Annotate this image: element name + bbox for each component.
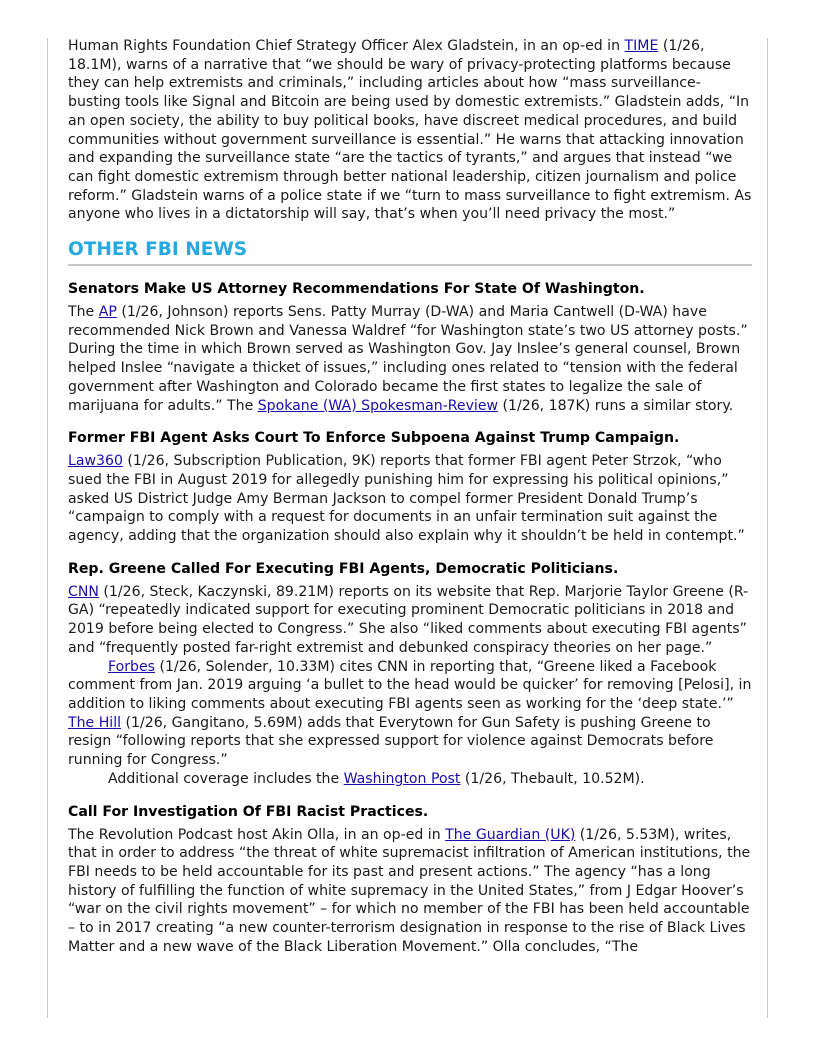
article-headline-1: Senators Make US Attorney Recommendations For State Of Washington. <box>68 281 645 298</box>
article-1-paragraph: The AP (1/26, Johnson) reports Sens. Patty Murray (D-WA) and Maria Cantwell (D-WA) have recommended Nick Brown and Vanessa Waldref “for Washington state’s two US attorney posts.” During the time in which Brown served as Washington Gov. Jay Inslee’s general counsel, Brown helped Inslee “navigate a thicket of issues,” including ones related to “tension with the federal government after Washington and Colorado became the first states to legalize the sale of marijuana for adults.” The Spokane (WA) Spokesman-Review (1/26, 187K) runs a similar story. <box>68 304 748 414</box>
right-margin-rule <box>767 38 768 1018</box>
article-headline-3: Rep. Greene Called For Executing FBI Agents, Democratic Politicians. <box>68 560 619 577</box>
guardian-link[interactable]: The Guardian (UK) <box>445 826 576 843</box>
article-headline-4: Call For Investigation Of FBI Racist Practices. <box>68 803 429 820</box>
article-3-paragraph-3: Additional coverage includes the Washington Post (1/26, Thebault, 10.52M). <box>108 770 645 787</box>
intro-paragraph: Human Rights Foundation Chief Strategy Officer Alex Gladstein, in an op-ed in TIME (1/26, 18.1M), warns of a narrative that “we should be wary of privacy-protecting platforms because they can help extremists and criminals,” including articles about how “mass surveillance-busting tools like Signal and Bitcoin are being used by domestic extremists.” Gladstein adds, “In an open society, the ability to buy political books, have discreet medical procedures, and build communities without government surveillance is essential.” He warns that attacking innovation and expanding the surveillance state “are the tactics of tyrants,” and argues that instead “we can fight domestic extremism through better national leadership, citizen journalism and police reform.” Gladstein warns of a police state if we “turn to mass surveillance to fight extremism. As anyone who lives in a dictatorship will say, that’s when you’ll need privacy the most.” <box>68 38 752 223</box>
article-4-paragraph: The Revolution Podcast host Akin Olla, in an op-ed in The Guardian (UK) (1/26, 5.53M), writes, that in order to address “the threat of white supremacist infiltration of American institutions, the FBI needs to be held accountable for its past and present actions.” The agency “has a long history of fulfilling the function of white supremacy in the United States,” from J Edgar Hoover’s “war on the civil rights movement” – for which no member of the FBI has been held accountable – to in 2017 creating “a new counter-terrorism designation in response to the rise of Black Lives Matter and a new wave of the Black Liberation Movement.” Olla concludes, “The <box>68 826 751 955</box>
law360-link[interactable]: Law360 <box>68 453 123 470</box>
article-2-paragraph: Law360 (1/26, Subscription Publication, 9K) reports that former FBI agent Peter Strzok, “who sued the FBI in August 2019 for allegedly punishing him for expressing his political opinions,” asked US District Judge Amy Berman Jackson to compel former President Donald Trump’s “campaign to comply with a request for documents in an unfair termination suit against the agency, adding that the organization should also explain why it shouldn’t be held in contempt.” <box>68 453 745 545</box>
article-3-paragraph-2: Forbes (1/26, Solender, 10.33M) cites CNN in reporting that, “Greene liked a Facebook comment from Jan. 2019 arguing ‘a bullet to the head would be quicker’ for removing [Pelosi], in addition to liking comments about executing FBI agents seen as working for the ‘deep state.’” The Hill (1/26, Gangitano, 5.69M) adds that Everytown for Gun Safety is pushing Greene to resign “following reports that she expressed support for violence against Democrats before running for Congress.” <box>68 658 752 769</box>
forbes-link[interactable]: Forbes <box>108 658 155 675</box>
document-body <box>68 37 752 956</box>
washington-post-link[interactable]: Washington Post <box>343 770 461 787</box>
article-3-paragraph-1: CNN (1/26, Steck, Kaczynski, 89.21M) reports on its website that Rep. Marjorie Taylor Greene (R-GA) “repeatedly indicated support for executing prominent Democratic politicians in 2018 and 2019 before being elected to Congress.” She also “liked comments about executing FBI agents” and “frequently posted far-right extremist and debunked conspiracy theories on her page.” <box>68 583 749 656</box>
left-margin-rule <box>47 38 48 1018</box>
section-title: OTHER FBI NEWS <box>68 238 752 266</box>
the-hill-link[interactable]: The Hill <box>68 714 122 731</box>
spokesman-review-link[interactable]: Spokane (WA) Spokesman-Review <box>257 397 499 414</box>
cnn-link[interactable]: CNN <box>68 583 99 600</box>
article-headline-2: Former FBI Agent Asks Court To Enforce Subpoena Against Trump Campaign. <box>68 430 680 447</box>
ap-link[interactable]: AP <box>98 304 117 321</box>
time-link[interactable]: TIME <box>624 38 659 54</box>
